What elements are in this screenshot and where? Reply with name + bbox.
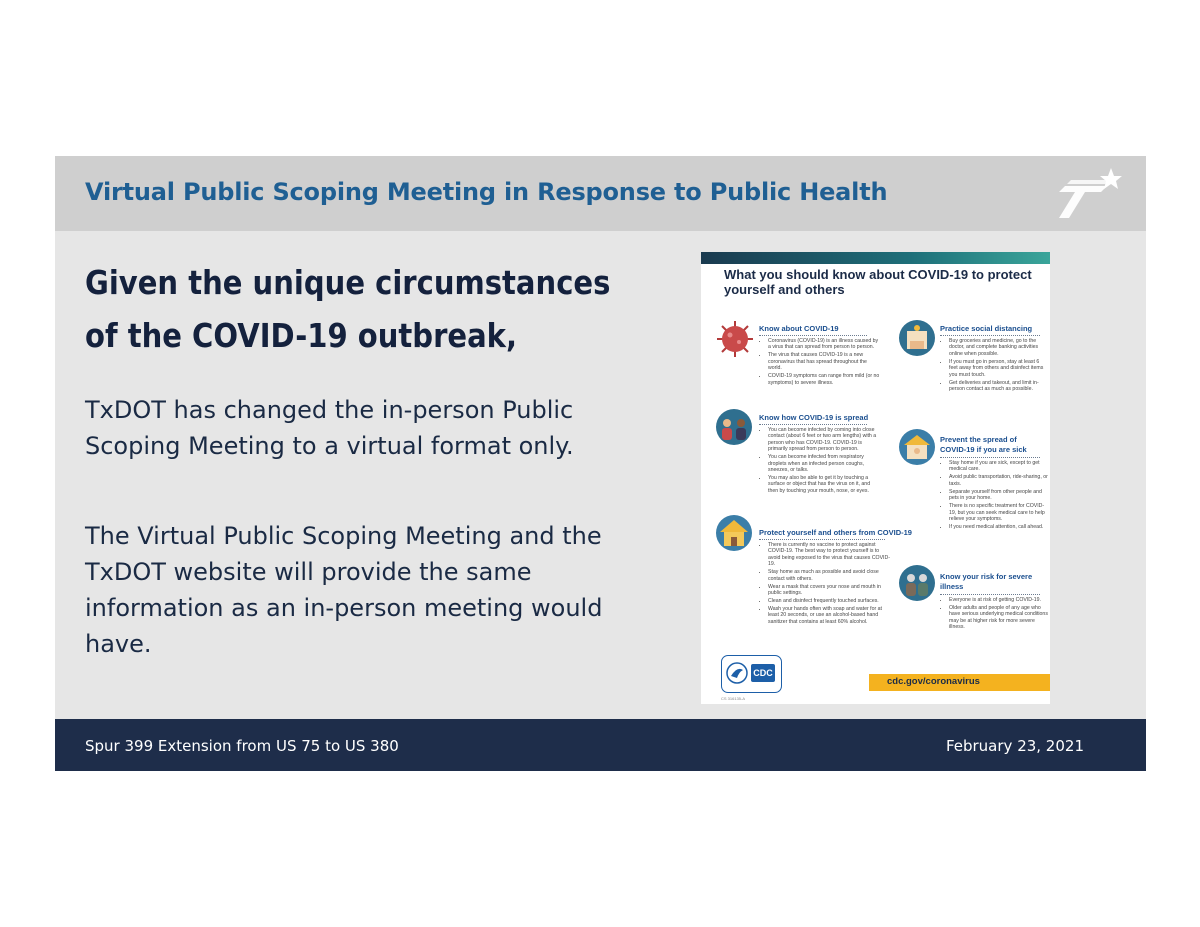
list-item: • There is currently no vaccine to protect against COVID-19. The best way to protect yourself is to avoid being exposed to the virus that causes COVID-19.: [768, 542, 890, 568]
list-item: • Clean and disinfect frequently touched surfaces.: [768, 598, 890, 604]
list-item: • You can become infected from respiratory droplets when an infected person coughs, sneezes, or talks.: [768, 454, 880, 473]
grocery-delivery-icon: [898, 319, 936, 357]
list-item: • Wear a mask that covers your nose and mouth in public settings.: [768, 584, 890, 597]
flyer-title: What you should know about COVID-19 to protect yourself and others: [724, 267, 1032, 297]
coronavirus-icon: [715, 319, 755, 359]
list-item: • Stay home as much as possible and avoid close contact with others.: [768, 569, 890, 582]
list-item: • Coronavirus (COVID-19) is an illness caused by a virus that can spread from person to person.: [768, 338, 880, 351]
section-list-how-spread: [759, 427, 880, 496]
people-talking-icon: [715, 408, 753, 446]
project-name: Spur 399 Extension from US 75 to US 380: [85, 737, 399, 755]
list-item: • Stay home if you are sick, except to get medical care.: [949, 460, 1049, 473]
section-heading-risk: Know your risk for severe illness: [940, 572, 1033, 591]
footer-band: [55, 719, 1146, 771]
list-item: • Separate yourself from other people and pets in your home.: [949, 489, 1049, 502]
section-list-risk: [940, 597, 1049, 632]
list-item: • If you need medical attention, call ahead.: [949, 524, 1049, 530]
list-item: • You may also be able to get it by touching a surface or object that has the virus on it, and then by touching your mouth, nose, or eyes.: [768, 475, 880, 494]
header-band: [55, 156, 1146, 231]
section-heading-know-about: Know about COVID-19: [759, 324, 839, 333]
section-heading-protect: Protect yourself and others from COVID-19: [759, 528, 912, 537]
list-item: • Buy groceries and medicine, go to the doctor, and complete banking activities online when possible.: [949, 338, 1049, 357]
section-rule: [759, 335, 867, 336]
cdc-url[interactable]: cdc.gov/coronavirus: [887, 676, 980, 687]
paragraph-virtual-format: TxDOT has changed the in-person Public Scoping Meeting to a virtual format only.: [85, 396, 574, 460]
txdot-star-logo-icon: [1055, 166, 1127, 222]
flyer-top-bar: [701, 252, 1050, 264]
section-list-protect: [759, 542, 890, 627]
list-item: • If you must go in person, stay at least 6 feet away from others and disinfect items you must touch.: [949, 359, 1049, 378]
list-item: • You can become infected by coming into close contact (about 6 feet or two arm lengths) with a person who has COVID-19. COVID-19 is primarily spread from person to person.: [768, 427, 880, 453]
list-item: • Avoid public transportation, ride-sharing, or taxis.: [949, 474, 1049, 487]
headline: Given the unique circumstances of the COVID-19 outbreak,: [85, 263, 611, 355]
section-list-distancing: [940, 338, 1049, 394]
section-heading-distancing: Practice social distancing: [940, 324, 1033, 333]
section-rule: [759, 424, 867, 425]
section-rule: [759, 539, 885, 540]
house-icon: [715, 514, 753, 552]
section-list-prevent-sick: [940, 460, 1049, 532]
slide: [55, 156, 1146, 771]
slide-title: Virtual Public Scoping Meeting in Response to Public Health: [85, 178, 888, 206]
section-rule: [940, 594, 1040, 595]
section-heading-prevent-sick: Prevent the spread of COVID-19 if you are sick: [940, 435, 1027, 454]
section-list-know-about: [759, 338, 880, 388]
older-adults-icon: [898, 564, 936, 602]
cdc-logo: [721, 655, 782, 693]
list-item: • There is no specific treatment for COVID-19, but you can seek medical care to help relieve your symptoms.: [949, 503, 1049, 522]
list-item: • COVID-19 symptoms can range from mild (or no symptoms) to severe illness.: [768, 373, 880, 386]
paragraph-website-info: The Virtual Public Scoping Meeting and the TxDOT website will provide the same information as an in-person meeting would have.: [85, 522, 603, 658]
section-rule: [940, 457, 1040, 458]
list-item: • The virus that causes COVID-19 is a new coronavirus that has spread throughout the world.: [768, 352, 880, 371]
hhs-eagle-icon: [726, 662, 748, 684]
cdc-badge: CDC: [751, 664, 775, 682]
section-rule: [940, 335, 1040, 336]
list-item: • Wash your hands often with soap and water for at least 20 seconds, or use an alcohol-based hand sanitizer that contains at least 60% alcohol.: [768, 606, 890, 625]
list-item: • Get deliveries and takeout, and limit in-person contact as much as possible.: [949, 380, 1049, 393]
sick-person-home-icon: [898, 428, 936, 466]
meeting-date: February 23, 2021: [945, 737, 1084, 755]
list-item: • Everyone is at risk of getting COVID-19.: [949, 597, 1049, 603]
cdc-covid-flyer: [701, 252, 1050, 704]
cdc-publication-code: CS 316135-A: [721, 696, 746, 701]
list-item: • Older adults and people of any age who have serious underlying medical conditions may be at higher risk for more severe illness.: [949, 605, 1049, 631]
section-heading-how-spread: Know how COVID-19 is spread: [759, 413, 869, 422]
